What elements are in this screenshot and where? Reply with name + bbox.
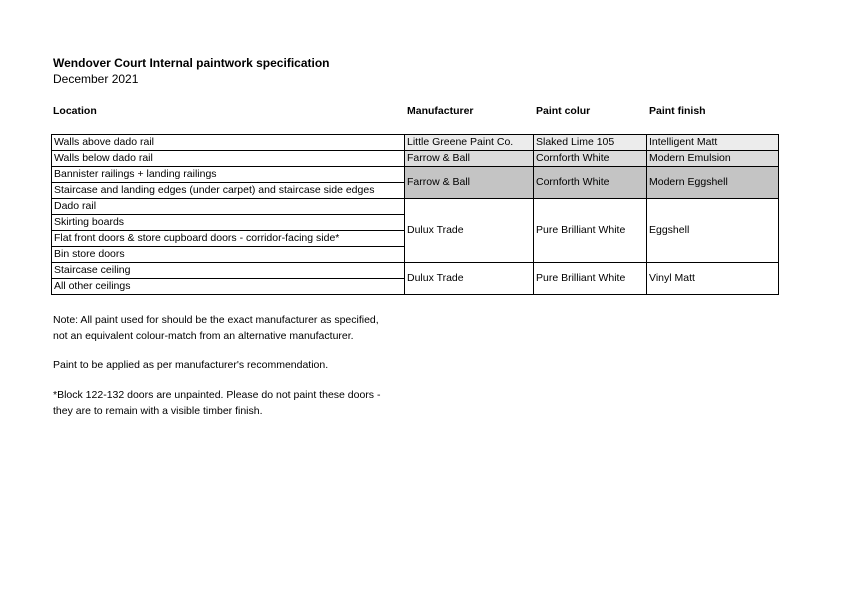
header-paint-finish: Paint finish [649,105,706,117]
location-cell: Bin store doors [52,247,405,263]
colour-cell: Pure Brilliant White [534,199,647,263]
manufacturer-cell: Little Greene Paint Co. [405,135,534,151]
header-paint-colour: Paint colur [536,105,591,117]
note-line: Paint to be applied as per manufacturer's recommendation. [53,359,329,371]
manufacturer-cell: Dulux Trade [405,199,534,263]
finish-cell: Vinyl Matt [647,263,779,295]
colour-cell: Slaked Lime 105 [534,135,647,151]
finish-cell: Eggshell [647,199,779,263]
location-cell: Bannister railings + landing railings [52,167,405,183]
note-line: they are to remain with a visible timber finish. [53,405,263,417]
location-cell: Staircase and landing edges (under carpet) and staircase side edges [52,183,405,199]
paint-spec-table [51,134,779,295]
location-cell: All other ceilings [52,279,405,295]
note-application [53,357,328,373]
header-location: Location [53,105,97,117]
note-line: not an equivalent colour-match from an alternative manufacturer. [53,330,354,342]
note-line: *Block 122-132 doors are unpainted. Please do not paint these doors - [53,389,381,401]
colour-cell: Cornforth White [534,151,647,167]
location-cell: Staircase ceiling [52,263,405,279]
manufacturer-cell: Farrow & Ball [405,151,534,167]
location-cell: Walls below dado rail [52,151,405,167]
colour-cell: Pure Brilliant White [534,263,647,295]
manufacturer-cell: Farrow & Ball [405,167,534,199]
manufacturer-cell: Dulux Trade [405,263,534,295]
document-title: Wendover Court Internal paintwork specification [53,56,330,70]
table-row [52,263,779,279]
finish-cell: Modern Emulsion [647,151,779,167]
note-unpainted-doors [53,387,380,419]
header-manufacturer: Manufacturer [407,105,474,117]
table-row [52,167,779,183]
location-cell: Flat front doors & store cupboard doors - corridor-facing side* [52,231,405,247]
table-row [52,135,779,151]
note-exact-manufacturer [53,312,379,344]
finish-cell: Intelligent Matt [647,135,779,151]
document-date: December 2021 [53,72,139,86]
table-row [52,151,779,167]
table-row [52,199,779,215]
colour-cell: Cornforth White [534,167,647,199]
location-cell: Dado rail [52,199,405,215]
note-line: Note: All paint used for should be the exact manufacturer as specified, [53,314,379,326]
finish-cell: Modern Eggshell [647,167,779,199]
location-cell: Skirting boards [52,215,405,231]
location-cell: Walls above dado rail [52,135,405,151]
